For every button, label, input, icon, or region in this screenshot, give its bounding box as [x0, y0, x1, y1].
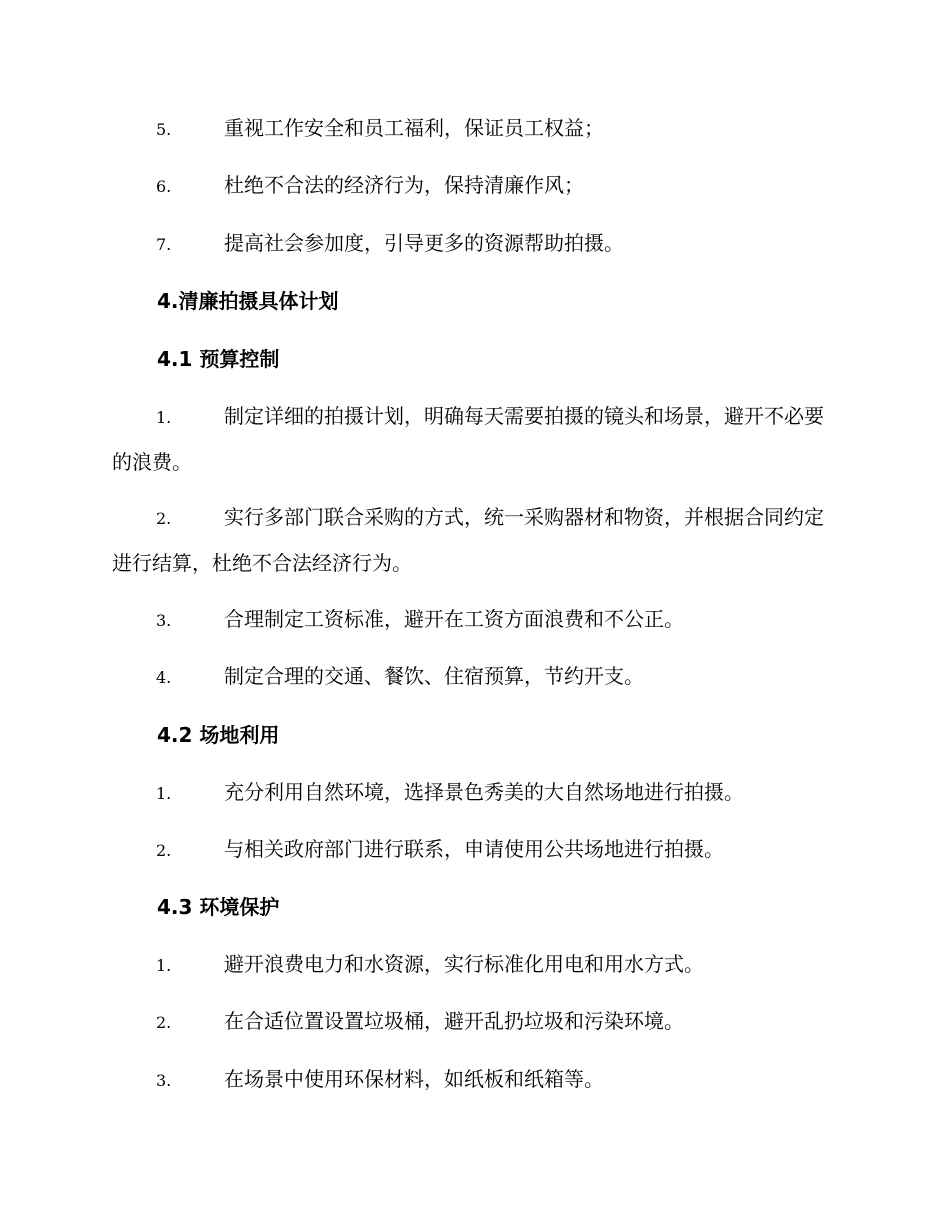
list-item — [112, 770, 834, 816]
list-text: 合理制定工资标准，避开在工资方面浪费和不公正。 — [224, 607, 684, 631]
list-number: 5. — [156, 120, 172, 139]
list-item — [112, 1057, 834, 1103]
list-text: 实行多部门联合采购的方式，统一采购器材和物资，并根据合同约定进行结算，杜绝不合法经济行为。 — [112, 505, 824, 575]
list-item — [112, 221, 834, 267]
list-number: 7. — [156, 235, 172, 254]
list-number: 4. — [156, 668, 172, 687]
list-item — [112, 394, 834, 485]
subsection-heading: 4.1 预算控制 — [157, 347, 280, 371]
list-text: 充分利用自然环境，选择景色秀美的大自然场地进行拍摄。 — [224, 780, 744, 804]
list-number: 2. — [156, 1013, 172, 1032]
list-text: 在合适位置设置垃圾桶，避开乱扔垃圾和污染环境。 — [224, 1009, 684, 1033]
list-text: 制定合理的交通、餐饮、住宿预算，节约开支。 — [224, 664, 644, 688]
list-item — [112, 106, 834, 152]
list-item — [112, 942, 834, 988]
list-item — [112, 495, 834, 586]
subsection-heading: 4.3 环境保护 — [157, 895, 280, 919]
subsection-heading: 4.2 场地利用 — [157, 723, 280, 747]
list-number: 2. — [156, 509, 172, 528]
list-number: 1. — [156, 408, 172, 427]
list-item — [112, 654, 834, 700]
list-number: 1. — [156, 956, 172, 975]
list-number: 1. — [156, 784, 172, 803]
list-text: 避开浪费电力和水资源，实行标准化用电和用水方式。 — [224, 952, 704, 976]
list-number: 2. — [156, 841, 172, 860]
list-item — [112, 999, 834, 1045]
list-number: 6. — [156, 177, 172, 196]
list-text: 与相关政府部门进行联系，申请使用公共场地进行拍摄。 — [224, 837, 724, 861]
list-text: 提高社会参加度，引导更多的资源帮助拍摄。 — [224, 231, 624, 255]
list-text: 重视工作安全和员工福利，保证员工权益； — [224, 116, 604, 140]
section-heading: 4.清廉拍摄具体计划 — [157, 289, 339, 313]
list-item — [112, 163, 834, 209]
list-item — [112, 827, 834, 873]
list-item — [112, 597, 834, 643]
list-text: 制定详细的拍摄计划，明确每天需要拍摄的镜头和场景，避开不必要的浪费。 — [112, 404, 824, 474]
list-text: 在场景中使用环保材料，如纸板和纸箱等。 — [224, 1067, 604, 1091]
list-number: 3. — [156, 1071, 172, 1090]
list-number: 3. — [156, 611, 172, 630]
list-text: 杜绝不合法的经济行为，保持清廉作风； — [224, 173, 584, 197]
